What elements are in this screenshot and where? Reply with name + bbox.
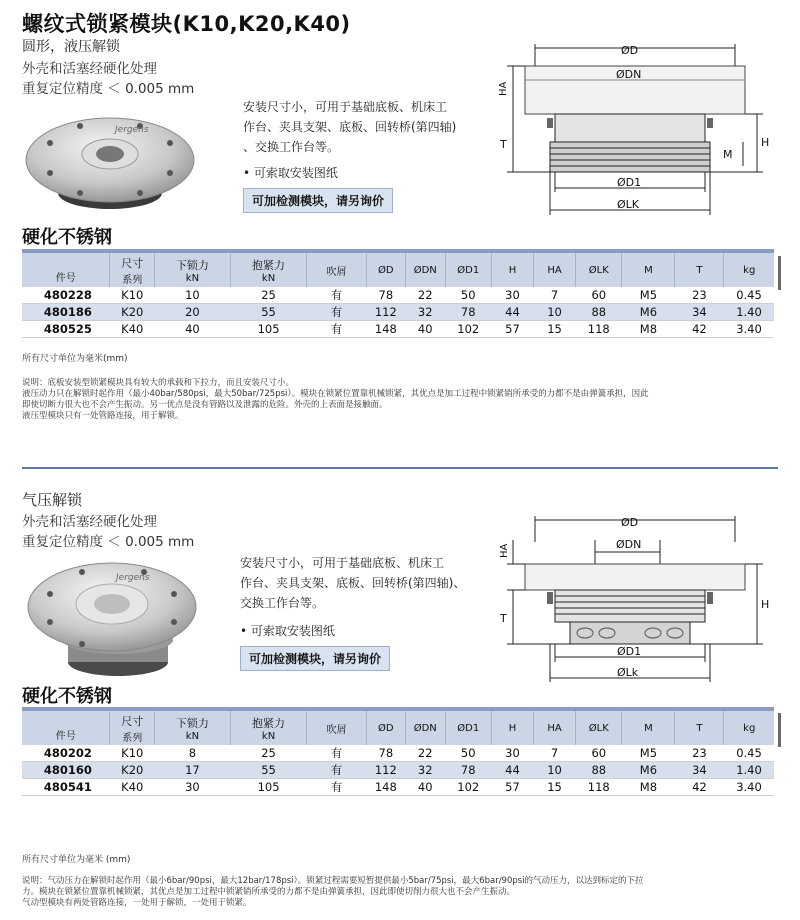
product-logo-2: Jergens [116,573,150,583]
page-title: 螺纹式锁紧模块(K10,K20,K40) [22,12,351,36]
dim-D1: ØD1 [617,176,642,189]
product-image-hydraulic [20,98,200,216]
table-cell: 有 [330,746,343,760]
table-row [22,304,774,321]
description-pneumatic: 安装尺寸小，可用于基础底板、机床工 作台、夹具支架、底板、回转桥(第四轴)、 交换工作台等。 [240,556,466,610]
table-cell: 15 [547,780,562,794]
table-cell: 105 [257,322,280,336]
table-cell: M5 [639,288,658,302]
product-logo: Jergens [115,125,149,135]
table-row [22,779,774,796]
dim2-D: ØD [621,516,639,529]
part-number-cell: 480541 [43,780,92,794]
table-cell: 22 [417,746,433,760]
table-cell: 3.40 [736,322,762,336]
material-heading-2: 硬化不锈钢 [22,686,112,707]
table-cell: 78 [460,763,476,777]
table-cell: 42 [692,322,707,336]
dim-H: H [761,136,770,149]
table-cell: 30 [505,746,520,760]
dim-LK: ØLK [617,198,639,211]
table-cell: 0.45 [736,288,762,302]
table-cell: 22 [417,288,433,302]
section-divider [22,467,778,469]
material-heading-1: 硬化不锈钢 [22,227,112,248]
table-cell: K20 [121,763,144,777]
table-cell: 42 [692,780,707,794]
table-cell: 10 [185,288,200,302]
explanation-pneumatic: 说明：气动压力在解锁时起作用（最小6bar/90psi，最大12bar/178psi）。锁紧过程需要短暂提供最小5bar/75psi，最大6bar/90psi的气动压力，以达到标定的下拉 力。模块在锁紧位置靠机械锁紧，其优点是加工过程中锁紧销所承受的力都不是由弹簧承担，因此即使切削力很大也不会产生振动。 气动型模块有两处管路连接，一处用于解锁，一处用于锁紧。 [22,876,644,908]
table-cell: 25 [261,288,276,302]
table-cell: 25 [261,746,276,760]
subtitle-hydraulic: 圆形，液压解锁 [22,39,120,55]
dim-M: M [723,148,733,161]
table-cell: M5 [639,746,658,760]
table-cell: 40 [185,322,200,336]
feature-accuracy: 重复定位精度 ＜ 0.005 mm [22,81,195,97]
table-cell: 55 [261,763,276,777]
table-row [22,321,774,338]
table-cell: 有 [330,763,343,777]
table-cell: 55 [261,305,276,319]
table-cell: 32 [417,763,433,777]
part-number-cell: 480228 [43,288,92,302]
table-cell: 102 [457,780,480,794]
table-cell: 78 [378,746,394,760]
table-cell: 148 [374,322,397,336]
unit-note-1: 所有尺寸单位为毫米(mm) [22,354,128,364]
table-cell: 57 [505,780,520,794]
table-cell: M6 [639,763,658,777]
table-cell: 30 [505,288,520,302]
product-image-pneumatic [20,552,200,682]
spec-table-hydraulic: 件号 尺寸 系列 下锁力 kN 抱紧力 kN 吹屑 ØD ØDN ØD1 H HA ØLK M T kg 480228 K10 10 25 有 78 22 50 30 7 60 M5 23 0.45 480186 K20 20 55 有 112 32 78 44 10 88 M6 34 1.40 480525 K40 40 105 有 148 40 102 57 15 118 M8 42 3.40 [22,253,774,338]
table-cell: 17 [185,763,200,777]
table-cell: 有 [330,780,343,794]
table-cell: 23 [692,288,707,302]
subtitle-pneumatic: 气压解锁 [22,491,83,509]
table-cell: 23 [692,746,707,760]
table-cell: 有 [330,322,343,336]
dim-T: T [500,138,507,151]
table-cell: 有 [330,288,343,302]
table-cell: M6 [639,305,658,319]
part-number-cell: 480160 [43,763,92,777]
feature-hardened: 外壳和活塞经硬化处理 [22,61,157,77]
table-cell: 112 [374,763,397,777]
table-cell: 60 [591,288,607,302]
description-hydraulic: 安装尺寸小，可用于基础底板、机床工 作台、夹具支架、底板、回转桥(第四轴) 、交换工作台等。 [243,100,457,154]
table-cell: 10 [547,763,562,777]
table-cell: 44 [505,763,520,777]
dim-D: ØD [621,44,639,57]
table-cell: 57 [505,322,520,336]
dim-DN: ØDN [616,68,642,81]
table-cell: 88 [591,763,607,777]
drawing-available-note-2: • 可索取安装图纸 [240,624,335,638]
page-edge-mark-1 [778,256,781,290]
table-row [22,745,774,762]
table-cell: K40 [121,780,144,794]
table-row [22,762,774,779]
table-cell: 88 [591,305,607,319]
part-number-cell: 480186 [43,305,92,319]
table-cell: 有 [330,305,343,319]
table-cell: K20 [121,305,144,319]
table-cell: 34 [692,763,707,777]
table-cell: 34 [692,305,707,319]
table-cell: K10 [121,288,144,302]
table-cell: 118 [587,780,610,794]
table-cell: 30 [185,780,200,794]
table-cell: 20 [185,305,200,319]
table-cell: 105 [257,780,280,794]
table-cell: 40 [417,780,433,794]
feature-accuracy-2: 重复定位精度 ＜ 0.005 mm [22,534,195,550]
table-row [22,287,774,304]
page-edge-mark-2 [778,713,781,747]
table-cell: 15 [547,322,562,336]
table-cell: 102 [457,322,480,336]
dim2-D1: ØD1 [617,645,642,658]
dim2-DN: ØDN [616,538,642,551]
table-cell: 112 [374,305,397,319]
inquiry-badge: 可加检测模块，请另询价 [243,188,393,213]
table-cell: 7 [550,746,559,760]
dim2-H: H [761,598,770,611]
table-cell: 50 [460,288,476,302]
table-cell: 10 [547,305,562,319]
table-cell: 8 [188,746,197,760]
table-cell: 7 [550,288,559,302]
table-cell: 118 [587,322,610,336]
table-cell: 44 [505,305,520,319]
table-cell: K10 [121,746,144,760]
table-cell: M8 [639,780,658,794]
table-cell: 3.40 [736,780,762,794]
table-cell: 78 [378,288,394,302]
part-number-cell: 480202 [43,746,92,760]
table-cell: 50 [460,746,476,760]
table-cell: M8 [639,322,658,336]
dim2-LK: ØLk [617,666,639,679]
table-cell: 78 [460,305,476,319]
table-cell: 60 [591,746,607,760]
drawing-available-note: • 可索取安装图纸 [243,166,338,180]
table-cell: 1.40 [736,305,762,319]
table-cell: 1.40 [736,763,762,777]
table-cell: 148 [374,780,397,794]
table-cell: 0.45 [736,746,762,760]
spec-table-pneumatic: 件号 尺寸 系列 下锁力 kN 抱紧力 kN 吹屑 ØD ØDN ØD1 H HA ØLK M T kg 480202 K10 8 25 有 78 22 50 30 7 60 M5 23 0.45 480160 K20 17 55 有 112 32 78 44 10 88 M6 34 1.40 480541 K40 30 105 有 148 40 102 57 15 118 M8 42 3.40 [22,711,774,796]
technical-drawing-pneumatic [495,512,775,692]
dim-HA: HA [498,81,509,96]
technical-drawing-hydraulic [495,40,775,230]
table-cell: K40 [121,322,144,336]
table-cell: 40 [417,322,433,336]
inquiry-badge-2: 可加检测模块，请另询价 [240,646,390,671]
table-cell: 32 [417,305,433,319]
part-number-cell: 480525 [43,322,92,336]
unit-note-2: 所有尺寸单位为毫米 (mm) [22,855,131,865]
feature-hardened-2: 外壳和活塞经硬化处理 [22,514,157,530]
explanation-hydraulic: 说明：底板安装型锁紧模块具有较大的承载和下拉力，而且安装尺寸小。 液压动力只在解锁时起作用（最小40bar/580psi，最大50bar/725psi）。模块在锁紧位置靠机械锁紧，其优点是加工过程中锁紧销所承受的力都不是由弹簧承担，因此 即使切断力很大也不会产生振动。另一优点是没有管路以及泄露的危险。外壳的上表面是接触面。 液压型模块只有一处管路连接，用于解锁。 [22,378,649,421]
dim2-HA: HA [499,543,510,558]
dim2-T: T [500,612,507,625]
